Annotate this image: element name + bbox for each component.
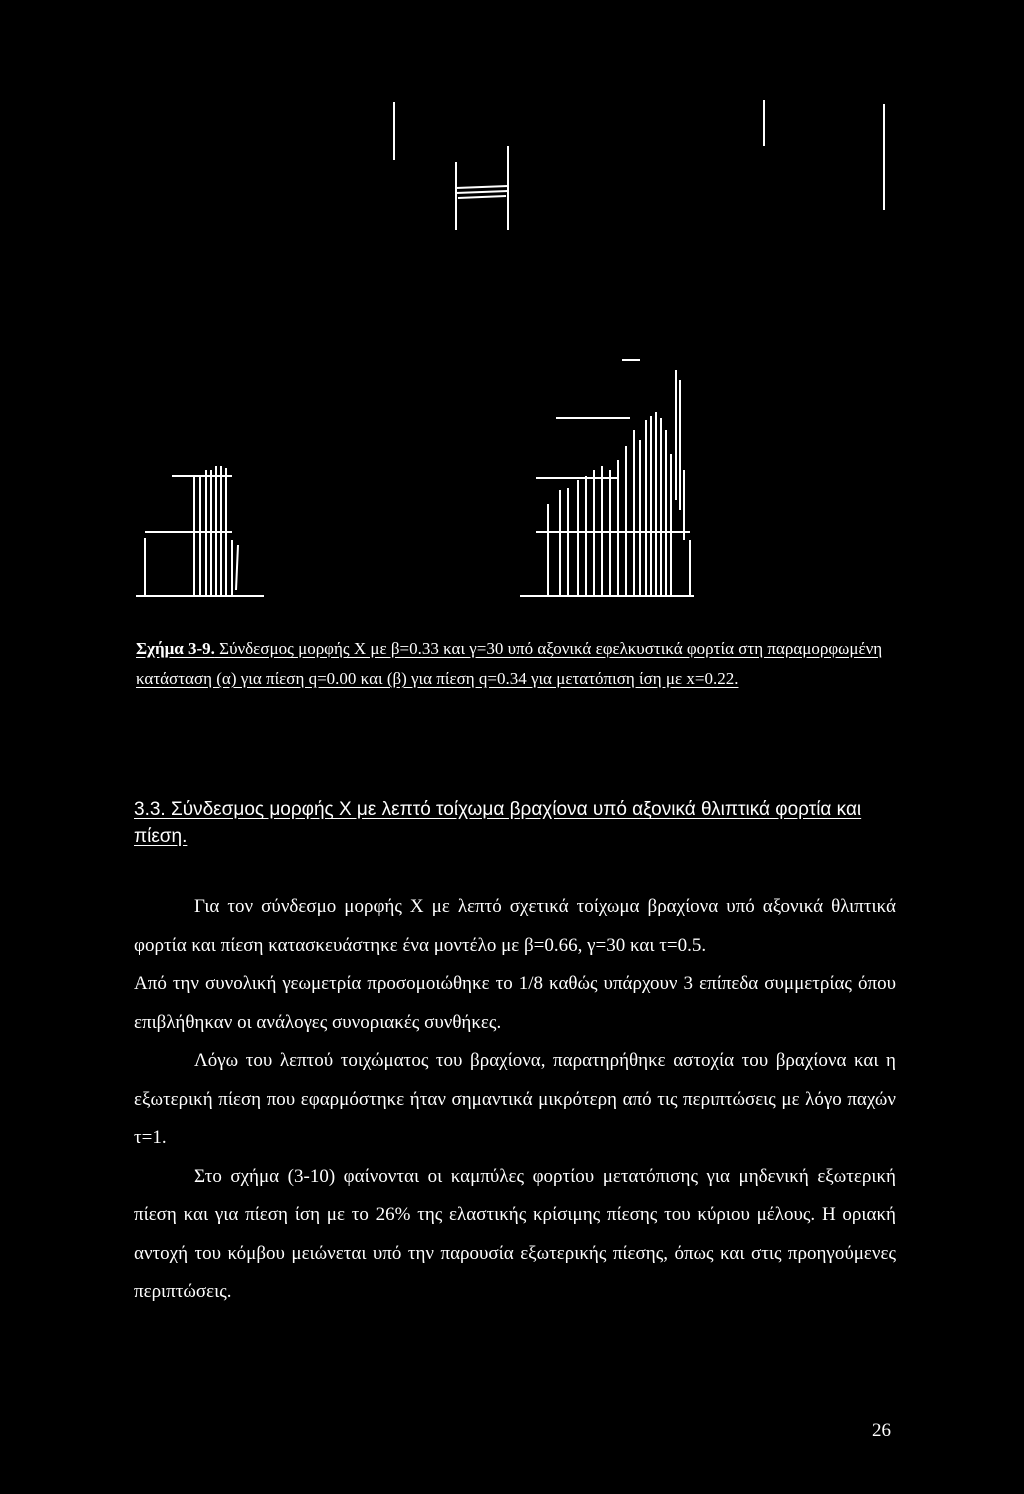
paragraph-3: Λόγω του λεπτού τοιχώματος του βραχίονα, παρατηρήθηκε αστοχία του βραχίονα και η εξωτερική πίεση που εφαρμόστηκε ήταν σημαντικά μικρότερη από τις περιπτώσεις με λόγο παχών τ=1. xyxy=(134,1050,896,1148)
figure-caption xyxy=(136,634,916,694)
figure-caption-label: Σχήμα 3-9. xyxy=(136,639,215,658)
paragraph-4: Στο σχήμα (3-10) φαίνονται οι καμπύλες φορτίου μετατόπισης για μηδενική εξωτερική πίεση και για πίεση ίση με το 26% της ελαστικής κρίσιμης πίεσης του κύριου μέλους. Η οριακή αντοχή του κόμβου μειώνεται υπό την παρουσία εξωτερικής πίεσης, όπως και στις προηγούμενες περιπτώσεις. xyxy=(134,1165,896,1302)
figure-caption-text: Σύνδεσμος μορφής Χ με β=0.33 και γ=30 υπό αξονικά εφελκυστικά φορτία στη παραμορφωμένη κατάσταση (α) για πίεση q=0.00 και (β) για πίεση q=0.34 για μετατόπιση ίση με x=0.22. xyxy=(136,639,883,688)
body-text xyxy=(134,888,896,1312)
page-number: 26 xyxy=(872,1420,891,1441)
section-heading-text: 3.3. Σύνδεσμος μορφής Χ με λεπτό τοίχωμα βραχίονα υπό αξονικά θλιπτικά φορτία και πίεση. xyxy=(134,799,862,847)
figure-mesh-a xyxy=(136,466,264,596)
figure-top-fragments xyxy=(394,100,884,230)
paragraph-2: Από την συνολική γεωμετρία προσομοιώθηκε το 1/8 καθώς υπάρχουν 3 επίπεδα συμμετρίας όπου επιβλήθηκαν οι ανάλογες συνοριακές συνθήκες. xyxy=(134,973,896,1033)
paragraph-1: Για τον σύνδεσμο μορφής Χ με λεπτό σχετικά τοίχωμα βραχίονα υπό αξονικά θλιπτικά φορτία και πίεση κατασκευάστηκε ένα μοντέλο με β=0.66, γ=30 και τ=0.5. xyxy=(134,896,896,956)
section-heading xyxy=(134,796,894,850)
figure-3-9 xyxy=(0,0,1024,620)
figure-drawing xyxy=(0,0,1024,620)
figure-mesh-b xyxy=(520,360,694,596)
